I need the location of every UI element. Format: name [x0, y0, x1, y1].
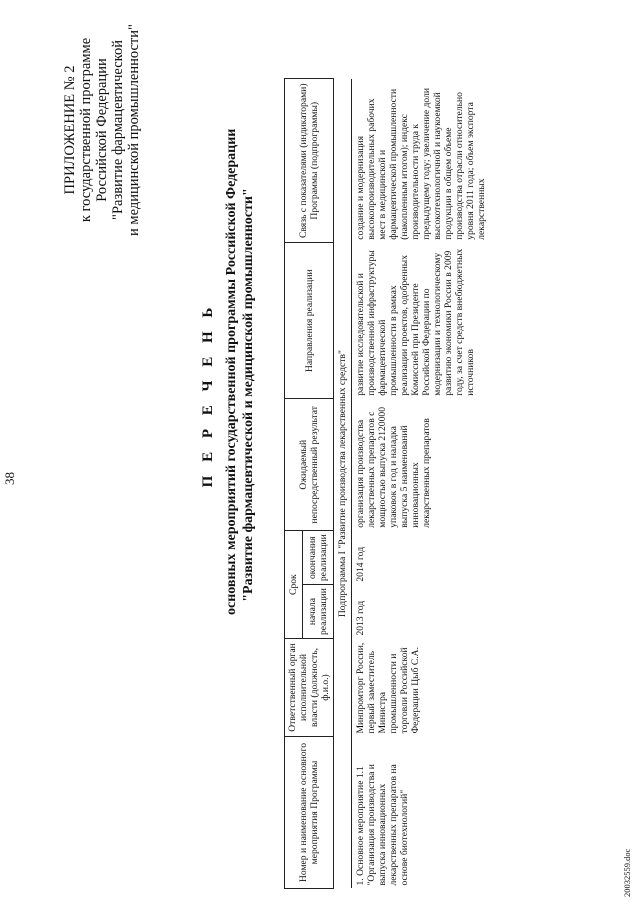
appendix-line: Российской Федерации: [94, 58, 110, 202]
subprogram-title: Подпрограмма I "Развитие производства лекарственных средств": [334, 79, 352, 889]
row-responsible: Минпромторг России, первый заместитель Министра промышленности и торговли Российской Федерации Цыб С.А.: [355, 642, 421, 734]
appendix-line: к государственной программе: [78, 37, 94, 223]
table-row: [352, 79, 490, 889]
row-number: 1.: [355, 878, 366, 886]
appendix-line: и медицинской промышленности": [126, 24, 142, 236]
row-name: Основное мероприятие 1.1 "Организация производства и выпуска инновационных лекарственных препаратов на основе биотехнологий": [355, 764, 410, 886]
row-start: 2013 год: [355, 600, 366, 636]
heading-line-2: "Развитие фармацевтической и медицинской промышленности": [241, 188, 256, 602]
measures-table: [284, 78, 489, 889]
row-name-cell: [352, 737, 490, 889]
header-directions: Направления реализации: [285, 243, 334, 399]
row-directions: развитие исследовательской и производственной инфраструктуры фармацевтической промышленности в рамках реализации проектов, одобренных Комиссией при Президенте Российской Федерации по модернизации и технологическому развитию экономики России в 2009 году, за счет средств внебюджетных источников: [355, 248, 476, 396]
document-code: 20032559.doc: [622, 848, 632, 897]
header-term: Срок: [285, 531, 303, 639]
header-term-end: окончания реализации: [303, 531, 334, 585]
appendix-line: "Развитие фармацевтической: [110, 40, 126, 220]
header-indicators: Связь с показателями (индикаторами) Программы (подпрограммы): [285, 79, 334, 243]
appendix-line: ПРИЛОЖЕНИЕ № 2: [62, 65, 78, 195]
row-indicators: создание и модернизация высокопроизводительных рабочих мест в медицинской и фармацевтической промышленности (накопленным итогом); индекс производительности труда к предыдущему году; увеличение доли высокотехнологичной и наукоемкой продукции в общем объеме производства отрасли относительно уровня 2011 года; объем экспорта лекарственных: [355, 87, 487, 240]
heading-line-1: основных мероприятий государственной программы Российской Федерации: [224, 128, 239, 615]
header-term-start: начала реализации: [303, 585, 334, 639]
header-result: Ожидаемый непосредственный результат: [285, 399, 334, 531]
page-number: 38: [2, 472, 17, 485]
row-result: организация производства лекарственных препаратов с мощностью выпуска 2120000 упаковок в год и наладка выпуска 5 наименований инновационных лекарственных препаратов: [355, 407, 432, 528]
heading-title: П Е Р Е Ч Е Н Ь: [200, 302, 216, 488]
header-responsible: Ответственный орган исполнительной власти (должность, ф.и.о.): [285, 639, 334, 737]
header-number-name: Номер и наименование основного мероприятия Программы: [285, 737, 334, 889]
row-end: 2014 год: [355, 546, 366, 582]
appendix-block: [62, 5, 142, 255]
document-heading: [200, 128, 257, 615]
